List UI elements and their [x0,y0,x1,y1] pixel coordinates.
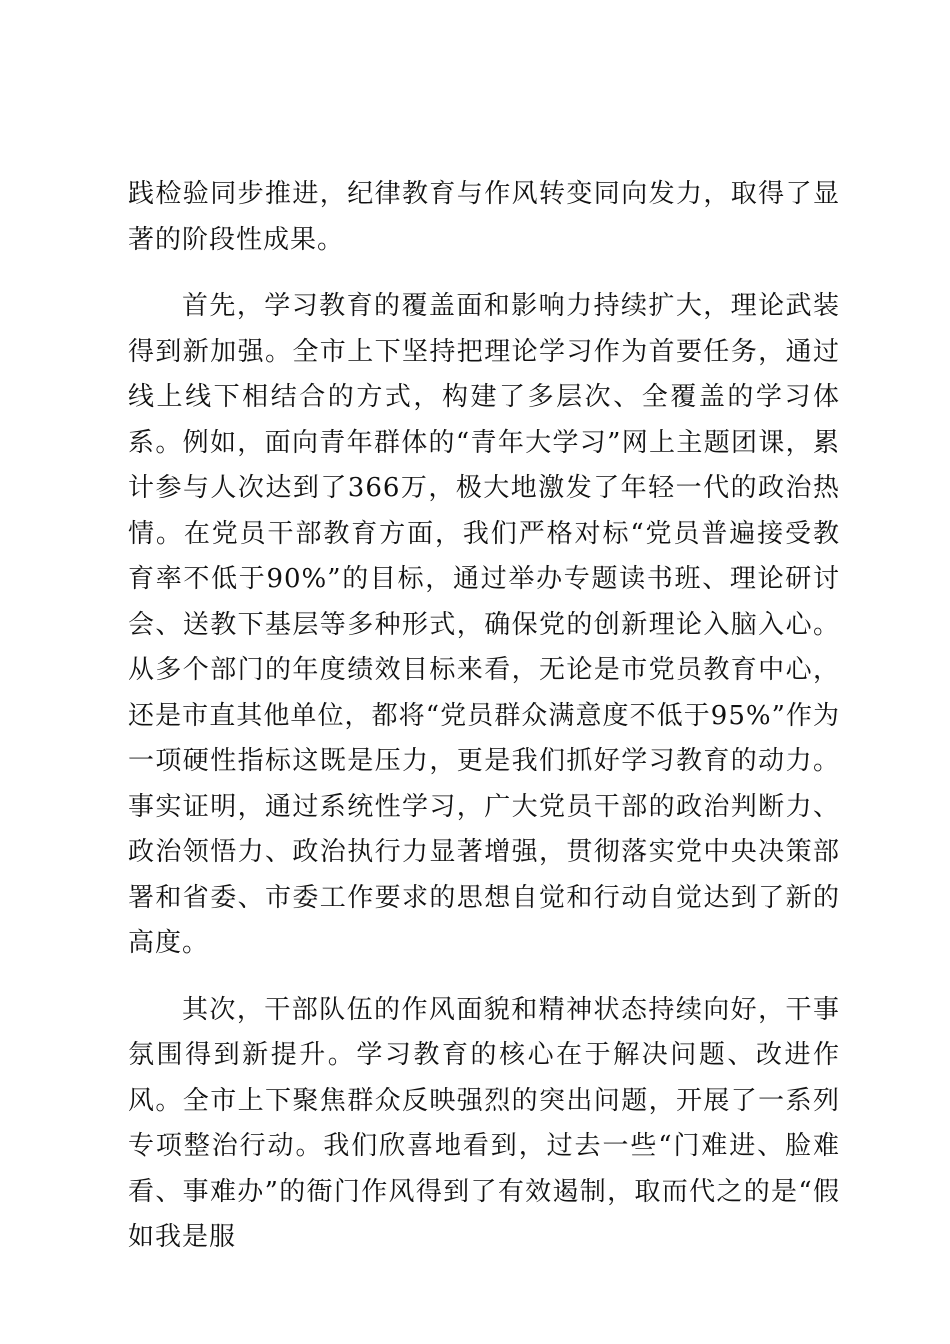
document-body [128,172,840,1261]
paragraph-study-education: 首先，学习教育的覆盖面和影响力持续扩大，理论武装得到新加强。全市上下坚持把理论学习作为首要任务，通过线上线下相结合的方式，构建了多层次、全覆盖的学习体系。例如，面向青年群体的“青年大学习”网上主题团课，累计参与人次达到了366万，极大地激发了年轻一代的政治热情。在党员干部教育方面，我们严格对标“党员普遍接受教育率不低于90%”的目标，通过举办专题读书班、理论研讨会、送教下基层等多种形式，确保党的创新理论入脑入心。从多个部门的年度绩效目标来看，无论是市党员教育中心，还是市直其他单位，都将“党员群众满意度不低于95%”作为一项硬性指标这既是压力，更是我们抓好学习教育的动力。事实证明，通过系统性学习，广大党员干部的政治判断力、政治领悟力、政治执行力显著增强，贯彻落实党中央决策部署和省委、市委工作要求的思想自觉和行动自觉达到了新的高度。 [128,291,840,958]
paragraph-continuation: 践检验同步推进，纪律教育与作风转变同向发力，取得了显著的阶段性成果。 [128,179,840,255]
paragraph-cadre-style: 其次，干部队伍的作风面貌和精神状态持续向好，干事氛围得到新提升。学习教育的核心在于解决问题、改进作风。全市上下聚焦群众反映强烈的突出问题，开展了一系列专项整治行动。我们欣喜地看到，过去一些“门难进、脸难看、事难办”的衙门作风得到了有效遏制，取而代之的是“假如我是服 [128,994,840,1252]
